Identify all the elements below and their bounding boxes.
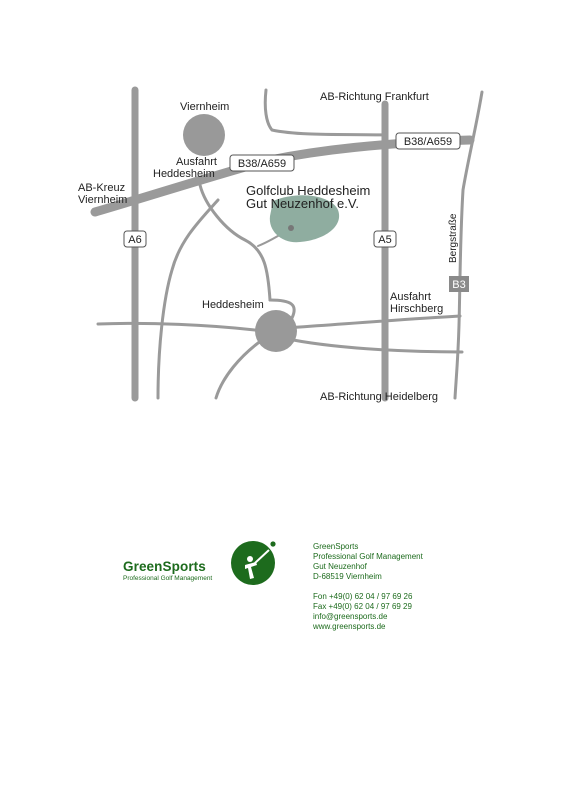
label-ab-frankfurt: AB-Richtung Frankfurt: [320, 91, 429, 103]
town-heddesheim: [255, 310, 297, 352]
shield-a6: [124, 231, 146, 247]
town-viernheim: [183, 114, 225, 156]
contact-fon: Fon +49(0) 62 04 / 97 69 26: [313, 592, 413, 601]
label-bergstrasse: Bergstraße: [448, 213, 459, 263]
label-ab-heidelberg: AB-Richtung Heidelberg: [320, 391, 439, 403]
shield-label: B38/A659: [237, 158, 287, 170]
label-ausfahrt-hirschberg: Ausfahrt: [390, 291, 431, 303]
contact-email[interactable]: info@greensports.de: [313, 612, 388, 621]
label-golfclub-sub: Gut Neuzenhof e.V.: [246, 196, 359, 211]
shield-b3: [449, 276, 469, 292]
golfer-logo-icon: [229, 538, 281, 588]
label-golfclub: Golfclub Heddesheim: [246, 183, 371, 198]
label-viernheim: Viernheim: [180, 101, 230, 113]
shield-b38-a659-2: [396, 133, 460, 149]
contact-fax: Fax +49(0) 62 04 / 97 69 29: [313, 602, 412, 611]
golf-marker-dot: [288, 225, 294, 231]
contact-web[interactable]: www.greensports.de: [313, 622, 386, 631]
shield-label: B3: [452, 279, 466, 291]
road-south-west: [216, 338, 265, 398]
contact-city: D-68519 Viernheim: [313, 572, 382, 581]
contact-tagline: Professional Golf Management: [313, 552, 423, 561]
contact-spacer: [313, 582, 423, 592]
logo-tagline: Professional Golf Management: [123, 575, 213, 582]
shield-a5: [374, 231, 396, 247]
label-ab-kreuz-town: Viernheim: [78, 194, 128, 206]
shield-label: A5: [378, 234, 392, 246]
contact-street: Gut Neuzenhof: [313, 562, 367, 571]
label-ausfahrt-heddesheim-town: Heddesheim: [153, 168, 215, 180]
label-ausfahrt-hirschberg-town: Hirschberg: [390, 303, 444, 315]
contact-company: GreenSports: [313, 542, 359, 551]
road-south-east: [283, 338, 462, 352]
logo-wordmark: GreenSports: [123, 559, 206, 574]
shield-label: A6: [128, 234, 142, 246]
label-heddesheim: Heddesheim: [202, 299, 264, 311]
label-ausfahrt-heddesheim: Ausfahrt: [176, 156, 217, 168]
shield-label: B38/A659: [403, 136, 453, 148]
contact-block: [313, 542, 423, 632]
label-ab-kreuz: AB-Kreuz: [78, 182, 126, 194]
shield-b38-a659-1: [230, 155, 294, 171]
